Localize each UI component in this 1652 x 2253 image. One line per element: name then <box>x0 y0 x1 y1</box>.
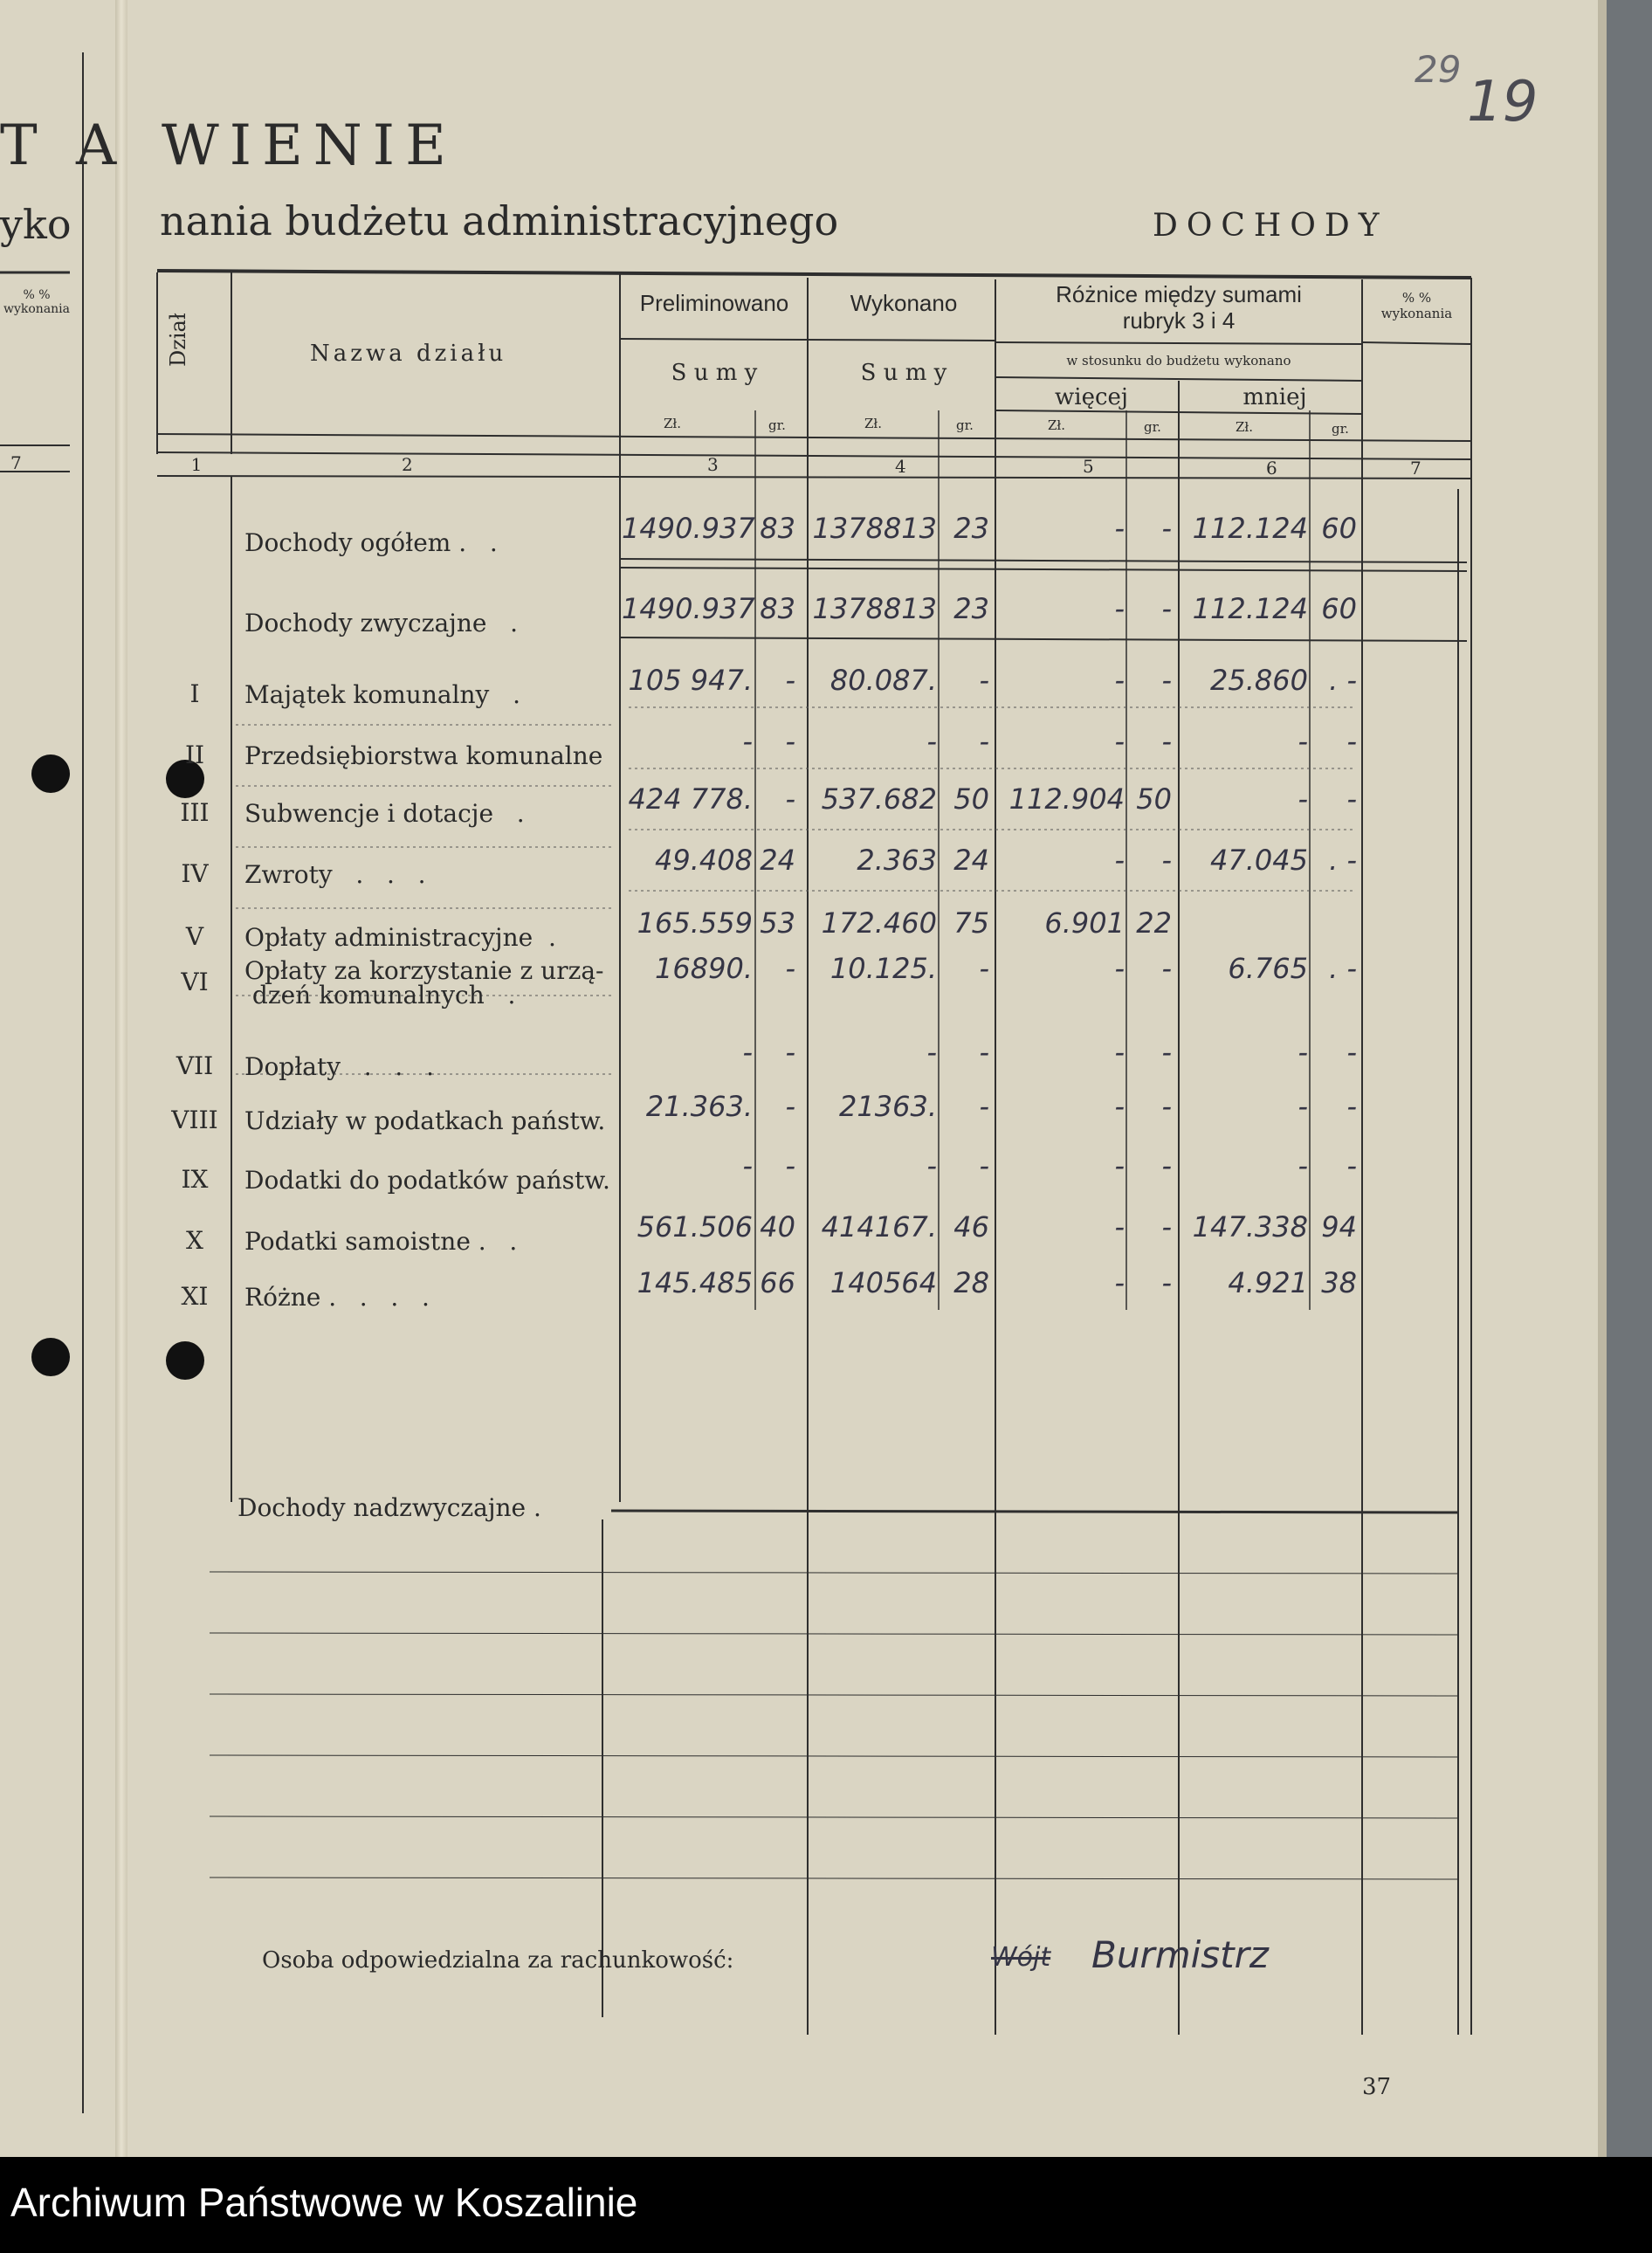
cell-wi-zl: - <box>1114 1210 1125 1244</box>
cell-mn-gr: 38 <box>1321 1266 1357 1299</box>
header-gr-3: gr. <box>768 417 786 433</box>
header-zl-6: Zł. <box>1236 419 1254 435</box>
cell-p-gr: 83 <box>760 512 795 545</box>
row-number: VIII <box>171 1106 218 1134</box>
cell-p-gr: - <box>785 1090 795 1123</box>
page-title: WIENIE <box>162 114 457 178</box>
header-sumy-wykonano: S u m y <box>860 360 947 386</box>
cell-p-zl: 145.485 <box>637 1266 753 1299</box>
header-zl-4: Zł. <box>864 416 883 431</box>
cell-w-zl: 2.363 <box>857 844 937 877</box>
row-number: I <box>189 679 200 708</box>
cell-mn-zl: - <box>1298 1036 1308 1069</box>
cell-p-zl: 49.408 <box>655 844 753 877</box>
cell-w-gr: - <box>979 952 989 985</box>
row-label: Opłaty administracyjne . <box>244 923 556 952</box>
col-number-1: 1 <box>190 454 203 475</box>
cell-wi-gr: - <box>1161 1090 1172 1123</box>
row-number: V <box>185 922 204 951</box>
cell-mn-zl: - <box>1298 1090 1308 1123</box>
header-roznice: Różnice między sumami <box>1056 281 1302 307</box>
header-roznice-rubryk: rubryk 3 i 4 <box>1122 307 1236 334</box>
cell-p-zl: - <box>742 1149 753 1182</box>
corner-number-old: 29 <box>1415 48 1462 91</box>
header-w-stosunku: w stosunku do budżetu wykonano <box>1066 353 1291 369</box>
row-label: Subwencje i dotacje . <box>244 799 525 828</box>
row-label: Przedsiębiorstwa komunalne <box>244 741 603 770</box>
cell-w-zl: 537.682 <box>821 782 937 816</box>
cell-p-zl: 105 947. <box>628 664 753 697</box>
cell-w-zl: - <box>926 725 937 758</box>
header-gr-4: gr. <box>956 417 974 433</box>
col-number-2: 2 <box>402 454 413 475</box>
cell-w-gr: 50 <box>953 782 989 816</box>
row-number: X <box>186 1226 203 1255</box>
cell-p-zl: 1490.937 <box>622 512 755 545</box>
header-zl-3: Zł. <box>664 416 682 431</box>
left-page-col-number: 7 <box>10 452 22 473</box>
signature: Burmistrz <box>1091 1933 1269 1976</box>
header-zl-5: Zł. <box>1048 417 1066 433</box>
cell-mn-zl: 6.765 <box>1228 952 1308 985</box>
cell-mn-gr: 60 <box>1321 592 1357 625</box>
row-label: Różne . . . . <box>244 1283 430 1312</box>
cell-p-gr: - <box>785 1036 795 1069</box>
cell-p-gr: - <box>785 782 795 816</box>
row-number: IV <box>181 859 209 888</box>
punch-hole <box>31 1338 70 1376</box>
cell-w-zl: 10.125. <box>829 952 937 985</box>
cell-p-zl: 424 778. <box>628 782 753 816</box>
signature-struck-word: Wójt <box>991 1942 1051 1973</box>
row-label: Dochody ogółem . . <box>244 528 498 557</box>
cell-w-gr: - <box>979 1090 989 1123</box>
cell-p-gr: 40 <box>760 1210 795 1244</box>
header-dzial: Dział <box>166 313 190 367</box>
left-page-title-fragment: T A <box>0 114 127 178</box>
header-wykonano: Wykonano <box>850 290 958 316</box>
cell-w-gr: 75 <box>953 906 989 940</box>
cell-p-zl: 165.559 <box>637 906 753 940</box>
col-number-7: 7 <box>1410 458 1421 479</box>
cell-mn-gr: - <box>1346 1149 1357 1182</box>
cell-p-zl: - <box>742 725 753 758</box>
cell-w-zl: 414167. <box>821 1210 937 1244</box>
header-mniej: mniej <box>1242 384 1307 410</box>
cell-mn-gr: 94 <box>1321 1210 1357 1244</box>
cell-mn-gr: - <box>1346 1090 1357 1123</box>
cell-wi-gr: 22 <box>1136 906 1172 940</box>
cell-wi-gr: - <box>1161 592 1172 625</box>
cell-wi-gr: - <box>1161 664 1172 697</box>
cell-w-gr: 28 <box>953 1266 989 1299</box>
cell-p-zl: 21.363. <box>645 1090 753 1123</box>
cell-mn-gr: . - <box>1329 952 1357 985</box>
cell-mn-zl: - <box>1298 782 1308 816</box>
cell-w-gr: 24 <box>953 844 989 877</box>
punch-hole <box>166 1341 204 1380</box>
row-number: XI <box>181 1282 209 1311</box>
cell-p-gr: - <box>785 664 795 697</box>
archive-name: Archiwum Państwowe w Koszalinie <box>10 2180 638 2225</box>
row-number: II <box>184 741 205 769</box>
row-label: Majątek komunalny . <box>244 680 520 709</box>
row-label: Dodatki do podatków państw. <box>244 1166 610 1195</box>
cell-wi-zl: - <box>1114 844 1125 877</box>
cell-p-gr: 83 <box>760 592 795 625</box>
header-gr-6: gr. <box>1332 421 1349 437</box>
cell-mn-gr: - <box>1346 1036 1357 1069</box>
cell-wi-gr: - <box>1161 725 1172 758</box>
cell-w-zl: - <box>926 1036 937 1069</box>
cell-w-gr: - <box>979 1036 989 1069</box>
cell-wi-zl: 112.904 <box>1008 782 1125 816</box>
header-sumy-prelim: S u m y <box>671 360 758 386</box>
cell-wi-zl: - <box>1114 592 1125 625</box>
header-gr-5: gr. <box>1144 419 1161 435</box>
punch-hole <box>31 754 70 793</box>
cell-p-zl: 1490.937 <box>622 592 755 625</box>
row-number: VI <box>181 968 209 996</box>
cell-p-zl: 16890. <box>655 952 753 985</box>
cell-wi-gr: - <box>1161 1210 1172 1244</box>
cell-wi-zl: 6.901 <box>1044 906 1125 940</box>
cell-wi-gr: - <box>1161 1036 1172 1069</box>
cell-p-gr: 53 <box>760 906 795 940</box>
cell-w-gr: - <box>979 664 989 697</box>
header-nazwa: Nazwa działu <box>310 341 507 367</box>
cell-wi-zl: - <box>1114 1036 1125 1069</box>
cell-wi-zl: - <box>1114 725 1125 758</box>
cell-wi-zl: - <box>1114 1149 1125 1182</box>
cell-p-zl: 561.506 <box>637 1210 753 1244</box>
page-subtitle: nania budżetu administracyjnego <box>160 197 839 245</box>
cell-p-gr: 24 <box>760 844 795 877</box>
cell-wi-gr: - <box>1161 844 1172 877</box>
row-label: Podatki samoistne . . <box>244 1227 518 1256</box>
cell-mn-zl: - <box>1298 725 1308 758</box>
cell-w-gr: 46 <box>953 1210 989 1244</box>
cell-mn-zl: 4.921 <box>1228 1266 1308 1299</box>
row-label: Zwroty . . . <box>244 860 426 889</box>
cell-wi-gr: - <box>1161 952 1172 985</box>
row-number: VII <box>176 1051 214 1080</box>
cell-wi-zl: - <box>1114 512 1125 545</box>
cell-mn-gr: . - <box>1329 844 1357 877</box>
cell-p-gr: - <box>785 725 795 758</box>
cell-wi-zl: - <box>1114 952 1125 985</box>
cell-wi-gr: - <box>1161 1149 1172 1182</box>
cell-w-zl: 140564 <box>829 1266 937 1299</box>
cell-mn-gr: 60 <box>1321 512 1357 545</box>
cell-p-gr: 66 <box>760 1266 795 1299</box>
cell-wi-gr: - <box>1161 1266 1172 1299</box>
cell-w-zl: 1378813 <box>812 592 937 625</box>
row-label: Udziały w podatkach państw. <box>244 1106 606 1135</box>
col-number-5: 5 <box>1083 456 1094 477</box>
cell-w-gr: - <box>979 1149 989 1182</box>
row-label: Dochody zwyczajne . <box>244 609 519 637</box>
cell-mn-zl: 47.045 <box>1210 844 1308 877</box>
row-number: IX <box>181 1165 209 1194</box>
cell-wi-gr: - <box>1161 512 1172 545</box>
cell-w-zl: 172.460 <box>821 906 937 940</box>
cell-mn-zl: 147.338 <box>1192 1210 1308 1244</box>
responsible-person-label: Osoba odpowiedzialna za rachunkowość: <box>262 1947 734 1974</box>
col-number-4: 4 <box>895 456 906 477</box>
cell-p-gr: - <box>785 952 795 985</box>
header-wiecej: więcej <box>1055 384 1128 410</box>
cell-w-zl: - <box>926 1149 937 1182</box>
corner-number: 19 <box>1467 70 1538 134</box>
header-preliminowano: Preliminowano <box>639 290 789 316</box>
left-page-pct-header: % % wykonania <box>3 288 71 316</box>
page-number: 37 <box>1362 2074 1392 2100</box>
cell-mn-zl: 25.860 <box>1210 664 1308 697</box>
cell-p-gr: - <box>785 1149 795 1182</box>
col-number-3: 3 <box>707 454 719 475</box>
row-label: Dopłaty . . . <box>244 1052 434 1081</box>
section-title: DOCHODY <box>1153 208 1388 244</box>
cell-mn-gr: . - <box>1329 664 1357 697</box>
cell-w-gr: 23 <box>953 592 989 625</box>
col-number-6: 6 <box>1266 458 1277 479</box>
cell-wi-zl: - <box>1114 664 1125 697</box>
header-pct-wykonania: % % wykonania <box>1380 290 1453 321</box>
cell-w-gr: - <box>979 725 989 758</box>
cell-wi-zl: - <box>1114 1090 1125 1123</box>
cell-mn-gr: - <box>1346 782 1357 816</box>
cell-wi-gr: 50 <box>1136 782 1172 816</box>
cell-mn-zl: 112.124 <box>1192 592 1308 625</box>
cell-mn-zl: 112.124 <box>1192 512 1308 545</box>
row-label: Opłaty za korzystanie z urzą- dzeń komunalnych . <box>244 956 604 1009</box>
cell-w-zl: 1378813 <box>812 512 937 545</box>
left-page-subtitle-fragment: yko <box>0 201 72 248</box>
cell-mn-gr: - <box>1346 725 1357 758</box>
cell-wi-zl: - <box>1114 1266 1125 1299</box>
row-number: III <box>180 798 210 827</box>
cell-w-gr: 23 <box>953 512 989 545</box>
cell-mn-zl: - <box>1298 1149 1308 1182</box>
cell-w-zl: 80.087. <box>829 664 937 697</box>
row-label-extraordinary: Dochody nadzwyczajne . <box>237 1493 541 1522</box>
cell-p-zl: - <box>742 1036 753 1069</box>
cell-w-zl: 21363. <box>839 1090 937 1123</box>
